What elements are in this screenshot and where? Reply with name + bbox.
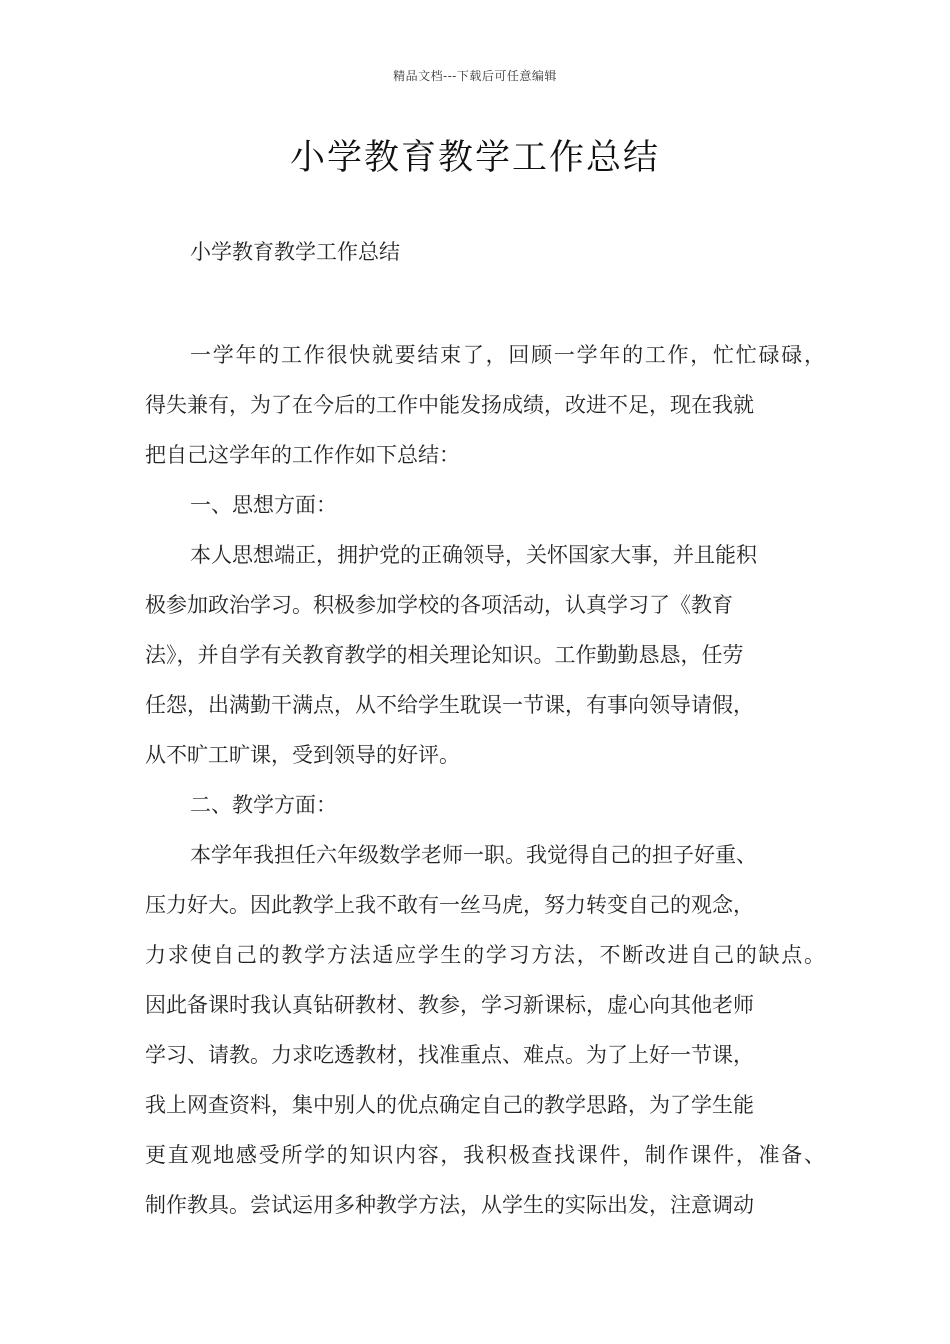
text-line: 因此备课时我认真钻研教材、教参，学习新课标，虚心向其他老师 [145,993,754,1017]
text-line: 我上网查资料，集中别人的优点确定自己的教学思路，为了学生能 [145,1093,754,1117]
text-line: 力求使自己的教学方法适应学生的学习方法，不断改进自己的缺点。 [145,943,825,967]
body-text [145,330,825,1230]
text-line: 得失兼有，为了在今后的工作中能发扬成绩，改进不足，现在我就 [145,393,754,417]
text-line: 本学年我担任六年级数学老师一职。我觉得自己的担子好重、 [190,843,757,867]
document-subtitle: 小学教育教学工作总结 [190,240,400,264]
document-title: 小学教育教学工作总结 [289,138,660,178]
text-line: 法》，并自学有关教育教学的相关理论知识。工作勤勤恳恳，任劳 [145,643,744,667]
text-line: 二、教学方面： [190,793,337,817]
header-note: 精品文档---下载后可任意编辑 [393,69,557,83]
text-line: 极参加政治学习。积极参加学校的各项活动，认真学习了《教育 [145,593,733,617]
text-line: 更直观地感受所学的知识内容，我积极查找课件，制作课件，准备、 [145,1143,825,1167]
text-line: 一学年的工作很快就要结束了，回顾一学年的工作，忙忙碌碌， [190,343,825,367]
text-line: 本人思想端正，拥护党的正确领导，关怀国家大事，并且能积 [190,543,757,567]
text-line: 从不旷工旷课，受到领导的好评。 [145,743,460,767]
text-line: 一、思想方面： [190,493,337,517]
text-line: 学习、请教。力求吃透教材，找准重点、难点。为了上好一节课， [145,1043,754,1067]
text-line: 任怨，出满勤干满点，从不给学生耽误一节课，有事向领导请假， [145,693,754,717]
text-line: 压力好大。因此教学上我不敢有一丝马虎，努力转变自己的观念， [145,893,754,917]
text-line: 制作教具。尝试运用多种教学方法，从学生的实际出发，注意调动 [145,1193,754,1217]
text-line: 把自己这学年的工作作如下总结： [145,443,460,467]
